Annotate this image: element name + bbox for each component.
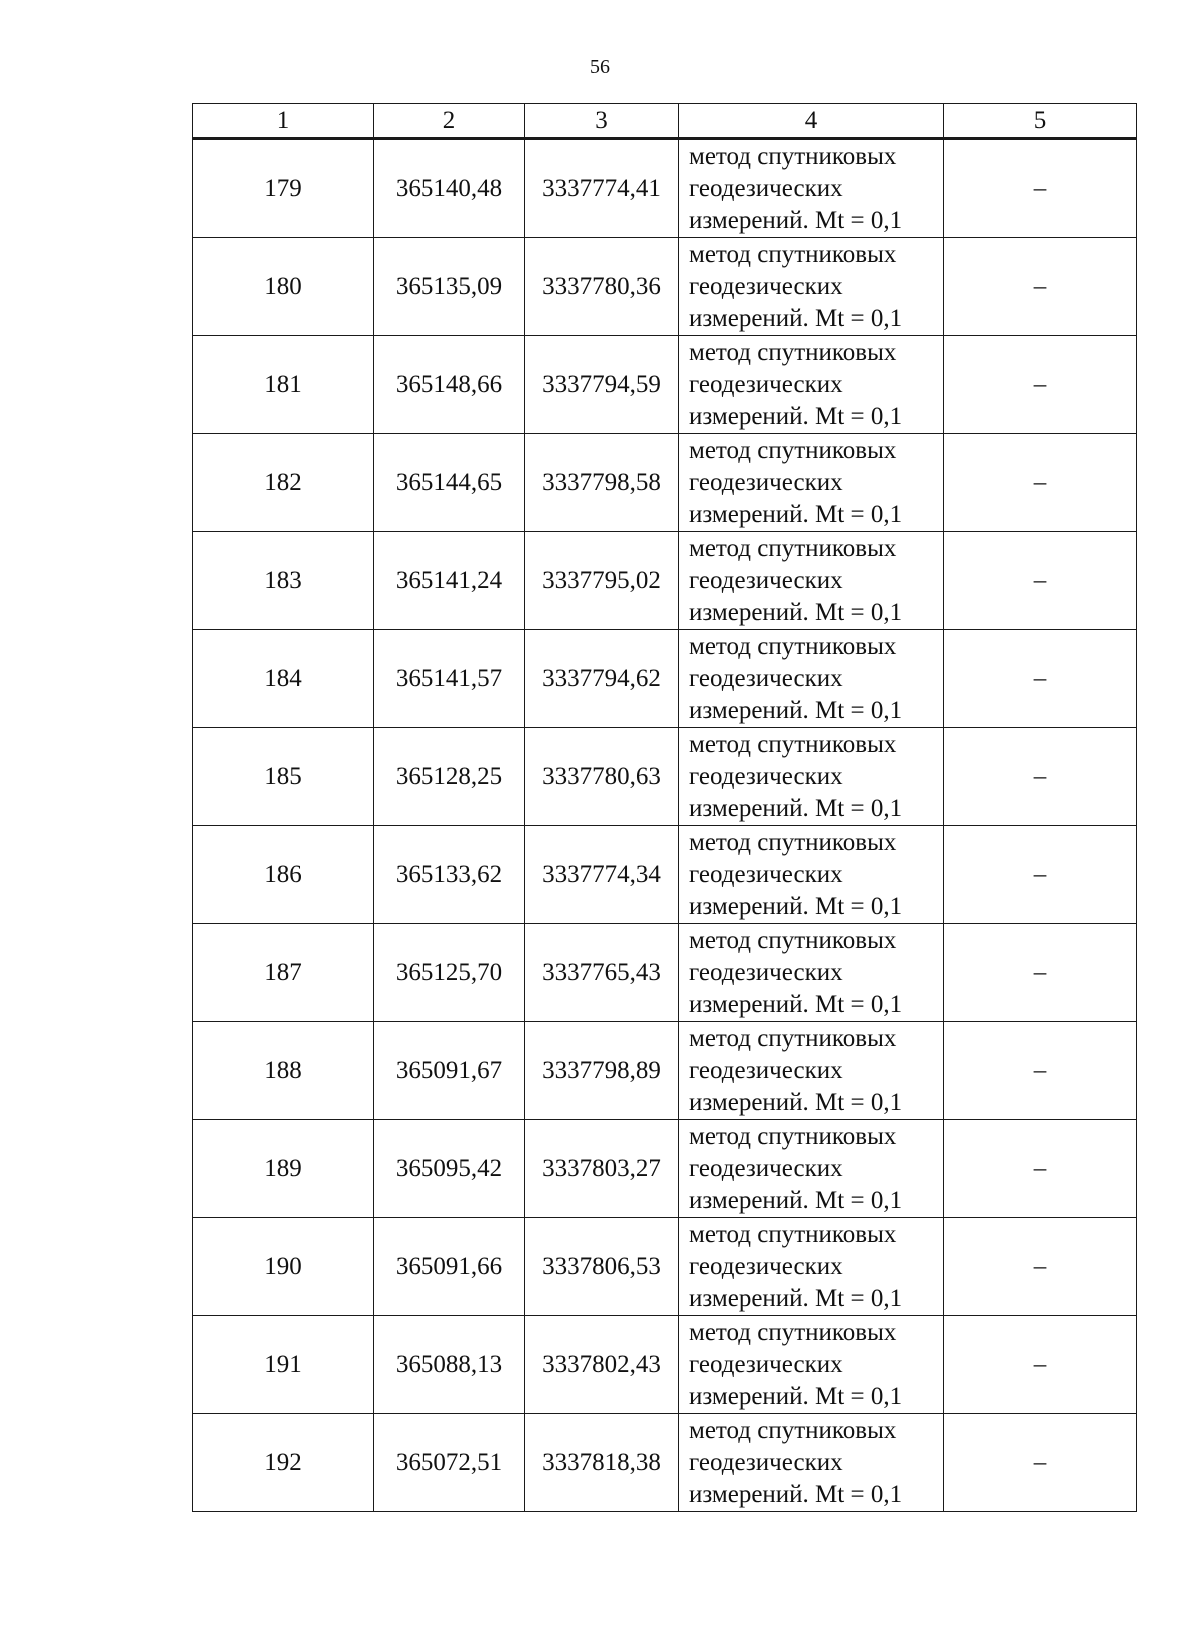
- table-row: [193, 434, 1137, 532]
- y-coordinate-cell: 3337780,63: [525, 728, 679, 826]
- method-text-line: метод спутниковых: [689, 730, 897, 758]
- method-cell: [679, 532, 944, 630]
- method-text-line: геодезических: [689, 1448, 843, 1476]
- column-header-2: 2: [374, 104, 525, 139]
- y-coordinate-cell: 3337794,59: [525, 336, 679, 434]
- coordinates-table: [192, 103, 1137, 1512]
- point-number-cell: 188: [193, 1022, 374, 1120]
- method-text-line: измерений. Mt = 0,1: [689, 1284, 903, 1312]
- method-text-line: метод спутниковых: [689, 240, 897, 268]
- method-cell: [679, 1414, 944, 1512]
- column-header-3: 3: [525, 104, 679, 139]
- table-row: [193, 1120, 1137, 1218]
- note-cell: –: [944, 630, 1137, 728]
- column-header-1: 1: [193, 104, 374, 139]
- note-cell: –: [944, 139, 1137, 238]
- method-text-line: измерений. Mt = 0,1: [689, 990, 903, 1018]
- method-text-line: измерений. Mt = 0,1: [689, 696, 903, 724]
- method-text-line: метод спутниковых: [689, 436, 897, 464]
- method-text-line: измерений. Mt = 0,1: [689, 1382, 903, 1410]
- method-text-line: геодезических: [689, 174, 843, 202]
- point-number-cell: 186: [193, 826, 374, 924]
- y-coordinate-cell: 3337774,41: [525, 139, 679, 238]
- note-cell: –: [944, 336, 1137, 434]
- point-number-cell: 190: [193, 1218, 374, 1316]
- method-text-line: метод спутниковых: [689, 534, 897, 562]
- method-text-line: метод спутниковых: [689, 142, 897, 170]
- method-text-line: метод спутниковых: [689, 632, 897, 660]
- method-text-line: измерений. Mt = 0,1: [689, 1088, 903, 1116]
- y-coordinate-cell: 3337795,02: [525, 532, 679, 630]
- x-coordinate-cell: 365095,42: [374, 1120, 525, 1218]
- note-cell: –: [944, 238, 1137, 336]
- x-coordinate-cell: 365091,67: [374, 1022, 525, 1120]
- y-coordinate-cell: 3337818,38: [525, 1414, 679, 1512]
- table-row: [193, 1218, 1137, 1316]
- method-text-line: измерений. Mt = 0,1: [689, 892, 903, 920]
- column-header-4: 4: [679, 104, 944, 139]
- table-body: [193, 139, 1137, 1512]
- table-row: [193, 336, 1137, 434]
- method-text-line: метод спутниковых: [689, 1318, 897, 1346]
- method-text-line: метод спутниковых: [689, 1024, 897, 1052]
- y-coordinate-cell: 3337794,62: [525, 630, 679, 728]
- y-coordinate-cell: 3337798,58: [525, 434, 679, 532]
- method-text-line: геодезических: [689, 370, 843, 398]
- method-cell: [679, 1120, 944, 1218]
- point-number-cell: 179: [193, 139, 374, 238]
- table-row: [193, 1316, 1137, 1414]
- point-number-cell: 181: [193, 336, 374, 434]
- table-row: [193, 139, 1137, 238]
- note-cell: –: [944, 1414, 1137, 1512]
- method-text-line: метод спутниковых: [689, 338, 897, 366]
- method-cell: [679, 1316, 944, 1414]
- table-row: [193, 532, 1137, 630]
- method-text-line: метод спутниковых: [689, 1122, 897, 1150]
- note-cell: –: [944, 1316, 1137, 1414]
- y-coordinate-cell: 3337798,89: [525, 1022, 679, 1120]
- table-row: [193, 826, 1137, 924]
- method-text-line: измерений. Mt = 0,1: [689, 1186, 903, 1214]
- method-text-line: геодезических: [689, 1056, 843, 1084]
- x-coordinate-cell: 365140,48: [374, 139, 525, 238]
- method-text-line: геодезических: [689, 566, 843, 594]
- page-number: 56: [590, 56, 610, 78]
- method-cell: [679, 336, 944, 434]
- x-coordinate-cell: 365133,62: [374, 826, 525, 924]
- method-text-line: геодезических: [689, 272, 843, 300]
- method-text-line: измерений. Mt = 0,1: [689, 500, 903, 528]
- method-text-line: измерений. Mt = 0,1: [689, 794, 903, 822]
- y-coordinate-cell: 3337806,53: [525, 1218, 679, 1316]
- table-row: [193, 924, 1137, 1022]
- note-cell: –: [944, 1120, 1137, 1218]
- x-coordinate-cell: 365125,70: [374, 924, 525, 1022]
- method-cell: [679, 924, 944, 1022]
- note-cell: –: [944, 826, 1137, 924]
- method-text-line: измерений. Mt = 0,1: [689, 206, 903, 234]
- method-text-line: измерений. Mt = 0,1: [689, 304, 903, 332]
- note-cell: –: [944, 1022, 1137, 1120]
- x-coordinate-cell: 365135,09: [374, 238, 525, 336]
- table-row: [193, 728, 1137, 826]
- method-cell: [679, 1022, 944, 1120]
- point-number-cell: 180: [193, 238, 374, 336]
- x-coordinate-cell: 365072,51: [374, 1414, 525, 1512]
- table-header: [193, 104, 1137, 139]
- y-coordinate-cell: 3337803,27: [525, 1120, 679, 1218]
- y-coordinate-cell: 3337780,36: [525, 238, 679, 336]
- method-text-line: геодезических: [689, 1252, 843, 1280]
- y-coordinate-cell: 3337802,43: [525, 1316, 679, 1414]
- note-cell: –: [944, 1218, 1137, 1316]
- point-number-cell: 192: [193, 1414, 374, 1512]
- method-text-line: измерений. Mt = 0,1: [689, 598, 903, 626]
- column-header-5: 5: [944, 104, 1137, 139]
- x-coordinate-cell: 365141,57: [374, 630, 525, 728]
- note-cell: –: [944, 728, 1137, 826]
- note-cell: –: [944, 532, 1137, 630]
- table-row: [193, 1022, 1137, 1120]
- method-text-line: метод спутниковых: [689, 1220, 897, 1248]
- method-text-line: геодезических: [689, 1154, 843, 1182]
- point-number-cell: 182: [193, 434, 374, 532]
- method-cell: [679, 1218, 944, 1316]
- x-coordinate-cell: 365088,13: [374, 1316, 525, 1414]
- x-coordinate-cell: 365091,66: [374, 1218, 525, 1316]
- method-cell: [679, 826, 944, 924]
- point-number-cell: 184: [193, 630, 374, 728]
- x-coordinate-cell: 365144,65: [374, 434, 525, 532]
- method-text-line: геодезических: [689, 860, 843, 888]
- method-text-line: геодезических: [689, 468, 843, 496]
- method-text-line: метод спутниковых: [689, 1416, 897, 1444]
- table-row: [193, 1414, 1137, 1512]
- x-coordinate-cell: 365148,66: [374, 336, 525, 434]
- method-text-line: геодезических: [689, 762, 843, 790]
- table-row: [193, 238, 1137, 336]
- method-text-line: метод спутниковых: [689, 828, 897, 856]
- method-text-line: измерений. Mt = 0,1: [689, 402, 903, 430]
- method-text-line: геодезических: [689, 958, 843, 986]
- point-number-cell: 185: [193, 728, 374, 826]
- method-cell: [679, 434, 944, 532]
- y-coordinate-cell: 3337774,34: [525, 826, 679, 924]
- point-number-cell: 183: [193, 532, 374, 630]
- method-cell: [679, 728, 944, 826]
- method-cell: [679, 139, 944, 238]
- method-text-line: геодезических: [689, 1350, 843, 1378]
- x-coordinate-cell: 365128,25: [374, 728, 525, 826]
- method-cell: [679, 630, 944, 728]
- note-cell: –: [944, 924, 1137, 1022]
- note-cell: –: [944, 434, 1137, 532]
- y-coordinate-cell: 3337765,43: [525, 924, 679, 1022]
- point-number-cell: 189: [193, 1120, 374, 1218]
- header-row: [193, 104, 1137, 139]
- method-text-line: метод спутниковых: [689, 926, 897, 954]
- table-row: [193, 630, 1137, 728]
- point-number-cell: 187: [193, 924, 374, 1022]
- method-text-line: измерений. Mt = 0,1: [689, 1480, 903, 1508]
- method-cell: [679, 238, 944, 336]
- point-number-cell: 191: [193, 1316, 374, 1414]
- method-text-line: геодезических: [689, 664, 843, 692]
- x-coordinate-cell: 365141,24: [374, 532, 525, 630]
